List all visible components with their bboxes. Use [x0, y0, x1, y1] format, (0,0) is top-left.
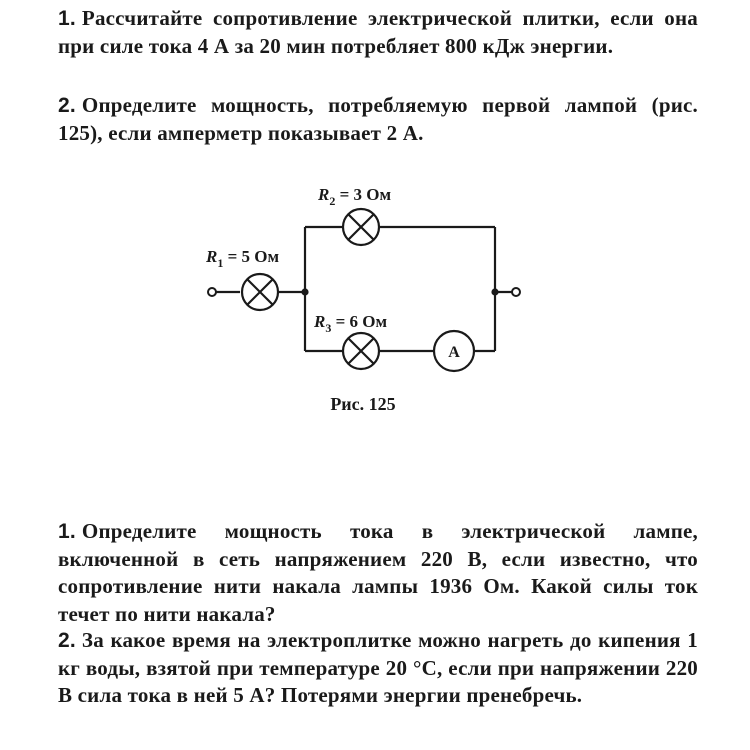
label-r3: $R_3 = 6$ Ом [314, 312, 388, 335]
terminal-right-icon [512, 288, 520, 296]
task-text: Определите мощность тока в электрической лампе, включенной в сеть напряжением 220 В, если известно, что сопротивление нити накала лампы 1936 Ом. Какой силы ток течет по нити накала? [58, 519, 698, 626]
junction-right [491, 288, 498, 295]
lamp-r1 [242, 274, 278, 310]
task-number: 1. [58, 520, 76, 543]
junction-left [301, 288, 308, 295]
terminal-left-icon [208, 288, 216, 296]
task-2-top [58, 92, 698, 147]
task-text: За какое время на электроплитке можно нагреть до кипения 1 кг воды, взятой при температуре 20 °С, если при напряжении 220 В сила тока в ней 5 А? Потерями энергии пренебречь. [58, 628, 698, 707]
figure-caption: Рис. 125 [330, 394, 396, 414]
task-number: 2. [58, 94, 76, 117]
circuit-figure-125 [180, 170, 540, 430]
lamp-r3 [343, 333, 379, 369]
task-number: 1. [58, 7, 76, 30]
task-1-bottom [58, 518, 698, 628]
task-text: Рассчитайте сопротивление электрической плитки, если она при силе тока 4 А за 20 мин потребляет 800 кДж энергии. [58, 6, 698, 58]
label-r2: $R_2 = 3$ Ом [318, 185, 392, 208]
task-number: 2. [58, 629, 76, 652]
task-2-bottom [58, 627, 698, 710]
task-text: Определите мощность, потребляемую первой лампой (рис. 125), если амперметр показывает 2 А. [58, 93, 698, 145]
circuit-diagram [180, 170, 540, 430]
label-r1: $R_1 = 5$ Ом [206, 247, 280, 270]
ammeter-label: A [448, 344, 460, 361]
lamp-r2 [343, 209, 379, 245]
task-1-top [58, 5, 698, 60]
